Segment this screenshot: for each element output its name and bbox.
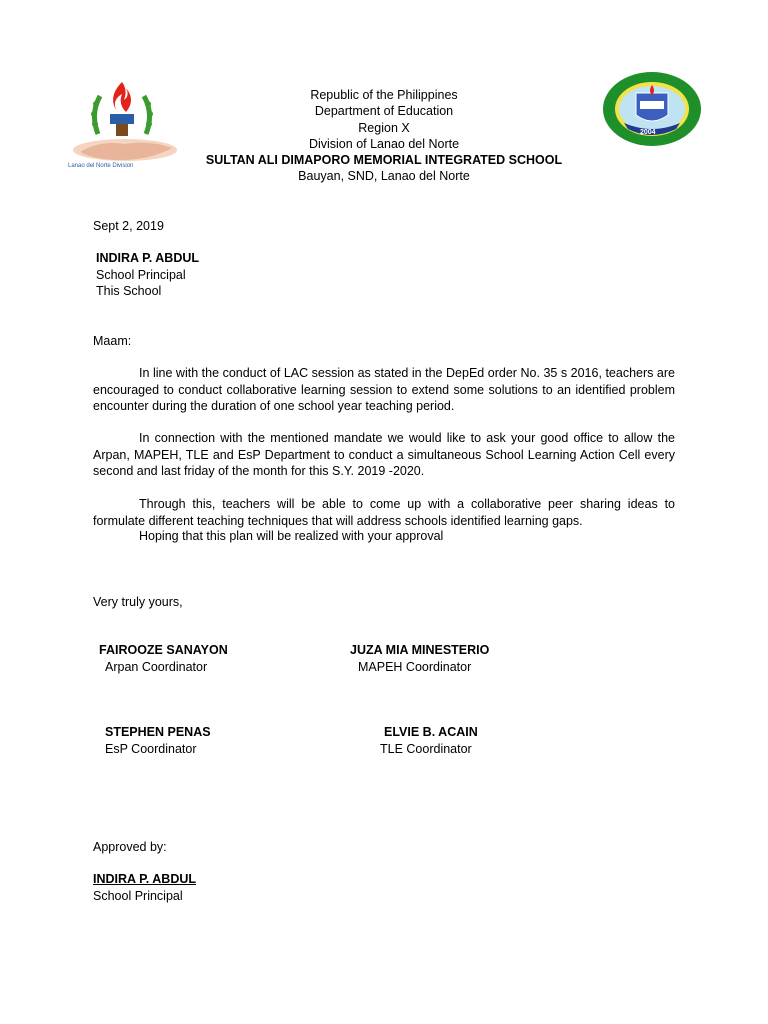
signatory-name: FAIROOZE SANAYON [99,643,228,657]
body-paragraph-1 [93,365,675,415]
signatory-name: JUZA MIA MINESTERIO [350,643,490,657]
recipient-title: School Principal [96,267,186,282]
header-department: Department of Education [314,104,454,119]
signatory-role: MAPEH Coordinator [358,659,472,674]
salutation: Maam: [93,334,132,348]
signatory-role: Arpan Coordinator [105,659,208,674]
approver-title: School Principal [93,888,183,903]
division-logo-icon [60,74,180,172]
header-address: Bauyan, SND, Lanao del Norte [298,169,470,184]
signatory-1 [99,642,228,675]
paragraph-3-text: Through this, teachers will be able to come up with a collaborative peer sharing ideas to formulate different teaching techniques that will address schools identified learning gaps. [93,497,675,528]
signatory-role: EsP Coordinator [105,741,197,756]
seal-year: 2004 [640,129,656,136]
letter-date: Sept 2, 2019 [93,219,164,233]
header-country: Republic of the Philippines [310,88,458,102]
paragraph-2-text: In connection with the mentioned mandate we would like to ask your good office to allow the Arpan, MAPEH, TLE and EsP Department to conduct a simultaneous School Learning Action Cell every second and last friday of the month for this S.Y. 2019 -2020. [93,431,675,478]
paragraph-1-text: In line with the conduct of LAC session as stated in the DepEd order No. 35 s 2016, teachers are encouraged to conduct collaborative learning session to extend some solutions to an identified problem encounter during the duration of one school year teaching period. [93,366,675,413]
body-paragraph-3 [93,496,675,529]
school-seal [602,71,702,147]
header-school-name: SULTAN ALI DIMAPORO MEMORIAL INTEGRATED SCHOOL [205,153,563,168]
signatory-name: ELVIE B. ACAIN [384,725,478,739]
paragraph-4-text: Hoping that this plan will be realized with your approval [139,529,444,543]
division-logo-caption: Lanao del Norte Division [68,163,134,169]
approved-by-label: Approved by: [93,840,167,854]
body-paragraph-2 [93,430,675,480]
recipient-block [96,250,199,300]
closing: Very truly yours, [93,595,183,609]
signatory-role: TLE Coordinator [380,741,472,756]
header-region: Region X [358,120,410,135]
division-logo [60,74,180,172]
header-division: Division of Lanao del Norte [308,136,460,151]
approver-block [93,871,196,904]
signatory-name: STEPHEN PENAS [105,725,211,739]
signatory-2 [350,642,489,675]
approver-name: INDIRA P. ABDUL [93,872,197,886]
signatory-4 [380,724,478,757]
body-paragraph-4 [93,528,675,545]
recipient-name: INDIRA P. ABDUL [96,251,200,265]
signatory-3 [105,724,211,757]
letterhead [184,87,584,185]
recipient-org: This School [96,284,162,298]
